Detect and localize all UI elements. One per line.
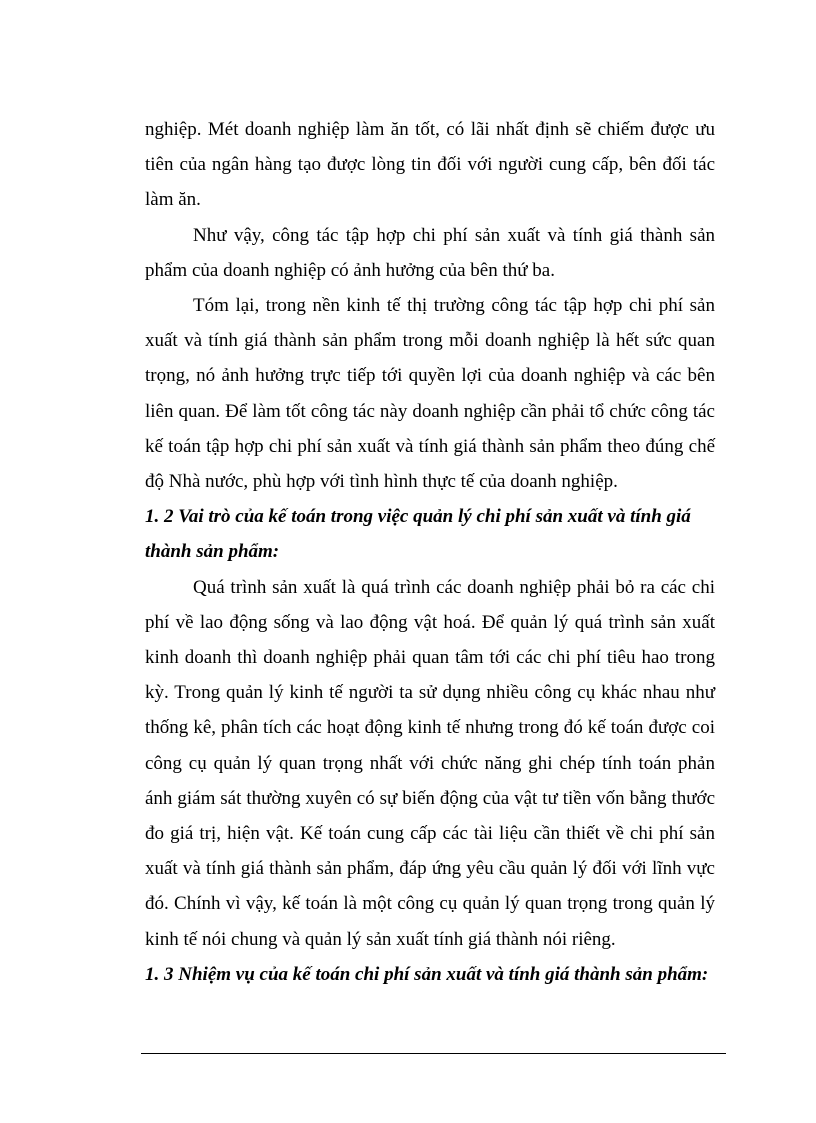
body-paragraph: Tóm lại, trong nền kinh tế thị trường công tác tập hợp chi phí sản xuất và tính giá thành sản phẩm trong mỗi doanh nghiệp là hết sức quan trọng, nó ảnh hưởng trực tiếp tới quyền lợi của doanh nghiệp và các bên liên quan. Để làm tốt công tác này doanh nghiệp cần phải tổ chức công tác kế toán tập hợp chi phí sản xuất và tính giá thành sản phẩm theo đúng chế độ Nhà nước, phù hợp với tình hình thực tế của doanh nghiệp.: [145, 295, 715, 493]
page-content: [145, 112, 715, 992]
body-paragraph: Quá trình sản xuất là quá trình các doanh nghiệp phải bỏ ra các chi phí về lao động sống và lao động vật hoá. Để quản lý quá trình sản xuất kinh doanh thì doanh nghiệp phải quan tâm tới các chi phí tiêu hao trong kỳ. Trong quản lý kinh tế người ta sử dụng nhiều công cụ khác nhau như thống kê, phân tích các hoạt động kinh tế nhưng trong đó kế toán được coi công cụ quản lý quan trọng nhất với chức năng ghi chép tính toán phản ánh giám sát thường xuyên có sự biến động của vật tư tiền vốn bằng thước đo giá trị, hiện vật. Kế toán cung cấp các tài liệu cần thiết về chi phí sản xuất và tính giá thành sản phẩm, đáp ứng yêu cầu quản lý đối với lĩnh vực đó. Chính vì vậy, kế toán là một công cụ quản lý quan trọng trong quản lý kinh tế nói chung và quản lý sản xuất tính giá thành nói riêng.: [145, 576, 715, 950]
footer-rule: [141, 1053, 726, 1054]
section-heading: 1. 2 Vai trò của kế toán trong việc quản lý chi phí sản xuất và tính giá thành sản phẩm:: [145, 506, 691, 563]
section-heading: 1. 3 Nhiệm vụ của kế toán chi phí sản xuất và tính giá thành sản phẩm:: [145, 963, 709, 985]
body-paragraph: Như vậy, công tác tập hợp chi phí sản xuất và tính giá thành sản phẩm của doanh nghiệp có ảnh hưởng của bên thứ ba.: [145, 224, 715, 281]
body-paragraph: nghiệp. Mét doanh nghiệp làm ăn tốt, có lãi nhất định sẽ chiếm được ưu tiên của ngân hàng tạo được lòng tin đối với người cung cấp, bên đối tác làm ăn.: [145, 119, 715, 211]
